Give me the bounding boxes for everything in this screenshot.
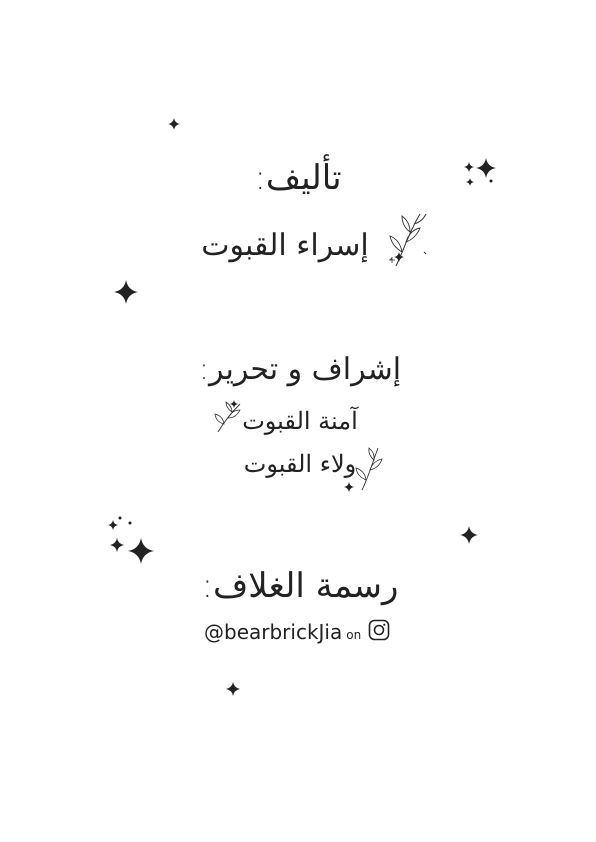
sparkle-icon <box>110 538 124 552</box>
sparkle-icon <box>460 526 478 544</box>
sparkle-icon <box>344 482 354 492</box>
editing-label: إشراف و تحرير: <box>198 352 402 387</box>
sparkle-icon <box>466 178 474 186</box>
sparkle-icon <box>230 400 238 408</box>
leaf-branch-icon <box>386 208 428 270</box>
instagram-icon <box>368 619 390 641</box>
sparkle-icon <box>394 252 404 262</box>
leaf-branch-icon <box>214 400 244 436</box>
sparkle-icon <box>128 538 154 564</box>
editor-name-1: آمنة القبوت <box>242 407 358 435</box>
leaf-branch-icon <box>354 444 386 494</box>
cover-label: رسمة الغلاف: <box>201 566 399 606</box>
dot-decoration <box>486 176 496 186</box>
sparkle-icon <box>226 682 240 696</box>
sparkle-icon <box>168 118 180 130</box>
cover-artist-handle <box>204 620 361 644</box>
sparkle-icon <box>464 162 474 172</box>
sparkle-icon <box>114 280 138 304</box>
editor-name-2: ولاء القبوت <box>243 450 357 478</box>
dot-decoration <box>116 514 136 528</box>
platform-on-text: on <box>346 628 362 642</box>
artist-handle-text: @bearbrickJia <box>204 620 343 644</box>
author-name: إسراء القبوت <box>201 228 369 263</box>
author-label: تأليف: <box>254 158 342 198</box>
sparkle-icon <box>476 158 496 178</box>
